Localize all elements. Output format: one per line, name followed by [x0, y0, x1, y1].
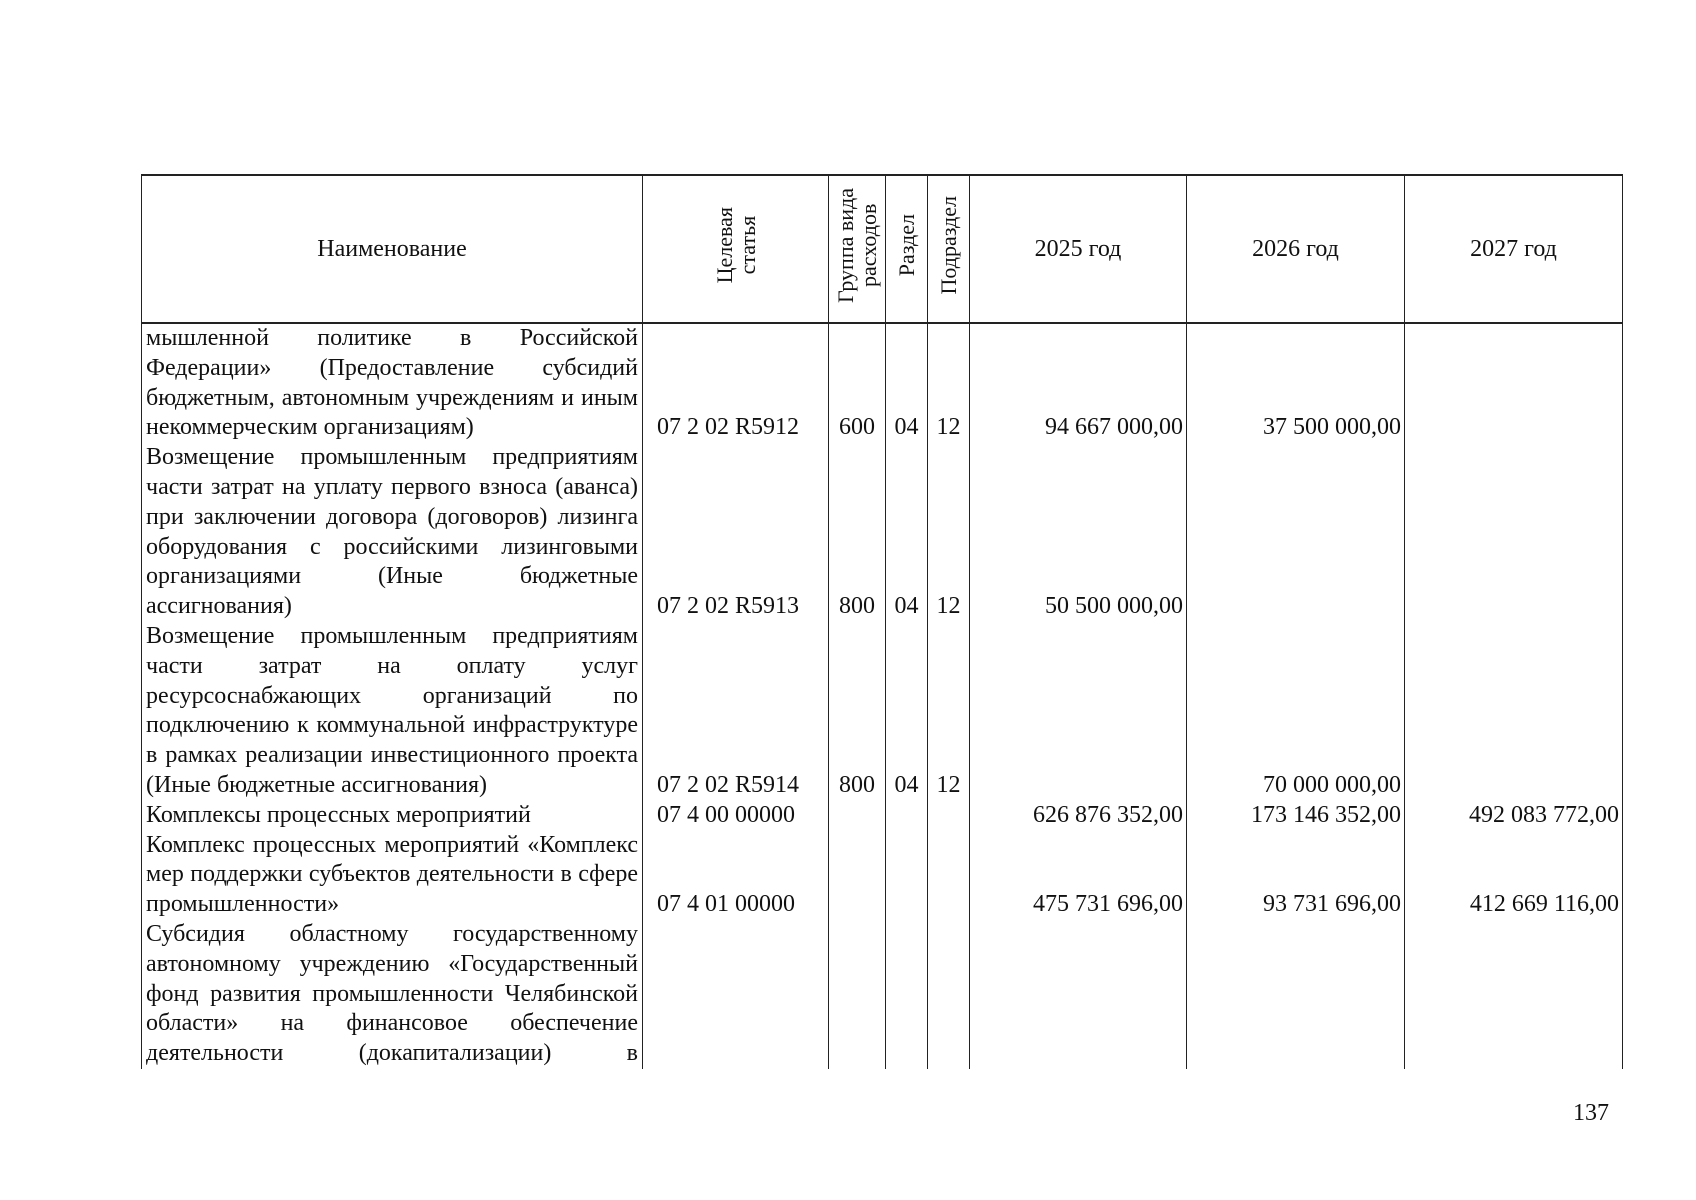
header-section — [886, 175, 928, 323]
header-expense-group-label: Группа вида расходов — [833, 188, 881, 303]
row-target-article: 07 2 02 R5914 — [643, 622, 829, 801]
row-amount-2025: 475 731 696,00 — [970, 831, 1187, 920]
row-section: 04 — [886, 323, 928, 443]
row-amount-2027 — [1405, 920, 1623, 1069]
row-subsection — [928, 831, 970, 920]
header-year-2025-label: 2025 год — [1034, 235, 1122, 262]
page-number: 137 — [1573, 1100, 1609, 1126]
row-expense-group: 800 — [829, 622, 886, 801]
table-row — [142, 622, 1623, 801]
row-expense-group — [829, 831, 886, 920]
row-amount-2026: 93 731 696,00 — [1187, 831, 1405, 920]
header-year-2027-label: 2027 год — [1470, 235, 1557, 262]
row-amount-2025 — [970, 622, 1187, 801]
row-amount-2027 — [1405, 323, 1623, 443]
header-section-label: Раздел — [894, 214, 919, 277]
row-amount-2026: 37 500 000,00 — [1187, 323, 1405, 443]
row-target-article: 07 4 00 00000 — [643, 801, 829, 831]
table-row — [142, 443, 1623, 622]
table-row — [142, 920, 1623, 1069]
row-amount-2026 — [1187, 920, 1405, 1069]
table-row — [142, 801, 1623, 831]
row-amount-2027 — [1405, 622, 1623, 801]
table-header-row — [142, 175, 1623, 323]
row-name: мышленной политике в Российской Федерации» (Предоставление субсидий бюджетным, автономным учреждениям и иным некоммерческим организациям) — [142, 323, 643, 443]
row-amount-2027: 492 083 772,00 — [1405, 801, 1623, 831]
header-subsection-label: Подраздел — [936, 196, 961, 295]
table-row — [142, 831, 1623, 920]
header-year-2026-label: 2026 год — [1252, 235, 1339, 262]
row-amount-2025: 626 876 352,00 — [970, 801, 1187, 831]
table-row — [142, 323, 1623, 443]
row-expense-group — [829, 801, 886, 831]
row-subsection — [928, 920, 970, 1069]
row-section — [886, 920, 928, 1069]
row-target-article: 07 2 02 R5913 — [643, 443, 829, 622]
header-year-2025 — [970, 175, 1187, 323]
row-amount-2026: 173 146 352,00 — [1187, 801, 1405, 831]
row-amount-2027: 412 669 116,00 — [1405, 831, 1623, 920]
row-amount-2025: 94 667 000,00 — [970, 323, 1187, 443]
row-section: 04 — [886, 622, 928, 801]
row-name: Комплекс процессных мероприятий «Комплекс мер поддержки субъектов деятельности в сфере промышленности» — [142, 831, 643, 920]
row-target-article: 07 4 01 00000 — [643, 831, 829, 920]
row-amount-2026: 70 000 000,00 — [1187, 622, 1405, 801]
row-expense-group: 800 — [829, 443, 886, 622]
header-name-label: Наименование — [317, 235, 467, 262]
header-year-2026 — [1187, 175, 1405, 323]
row-name: Возмещение промышленным предприятиям части затрат на оплату услуг ресурсоснабжающих организаций по подключению к коммунальной инфраструктуре в рамках реализации инвестиционного проекта (Иные бюджетные ассигнования) — [142, 622, 643, 801]
row-amount-2026 — [1187, 443, 1405, 622]
row-expense-group: 600 — [829, 323, 886, 443]
row-amount-2025 — [970, 920, 1187, 1069]
row-subsection: 12 — [928, 443, 970, 622]
header-target-article — [643, 175, 829, 323]
row-amount-2025: 50 500 000,00 — [970, 443, 1187, 622]
header-subsection — [928, 175, 970, 323]
row-section: 04 — [886, 443, 928, 622]
row-section — [886, 831, 928, 920]
row-subsection — [928, 801, 970, 831]
row-name: Комплексы процессных мероприятий — [142, 801, 643, 831]
header-name — [142, 175, 643, 323]
row-name: Возмещение промышленным предприятиям части затрат на уплату первого взноса (аванса) при заключении договора (договоров) лизинга оборудования с российскими лизинговыми организациями (Иные бюджетные ассигнования) — [142, 443, 643, 622]
header-year-2027 — [1405, 175, 1623, 323]
budget-table — [141, 174, 1623, 1069]
header-target-article-label: Целевая статья — [711, 207, 760, 284]
row-subsection: 12 — [928, 622, 970, 801]
row-target-article: 07 2 02 R5912 — [643, 323, 829, 443]
row-subsection: 12 — [928, 323, 970, 443]
header-expense-group — [829, 175, 886, 323]
row-name: Субсидия областному государственному автономному учреждению «Государственный фонд развития промышленности Челябинской области» на финансовое обеспечение деятельности (докапитализации) в — [142, 920, 643, 1069]
row-section — [886, 801, 928, 831]
row-expense-group — [829, 920, 886, 1069]
row-amount-2027 — [1405, 443, 1623, 622]
row-target-article — [643, 920, 829, 1069]
